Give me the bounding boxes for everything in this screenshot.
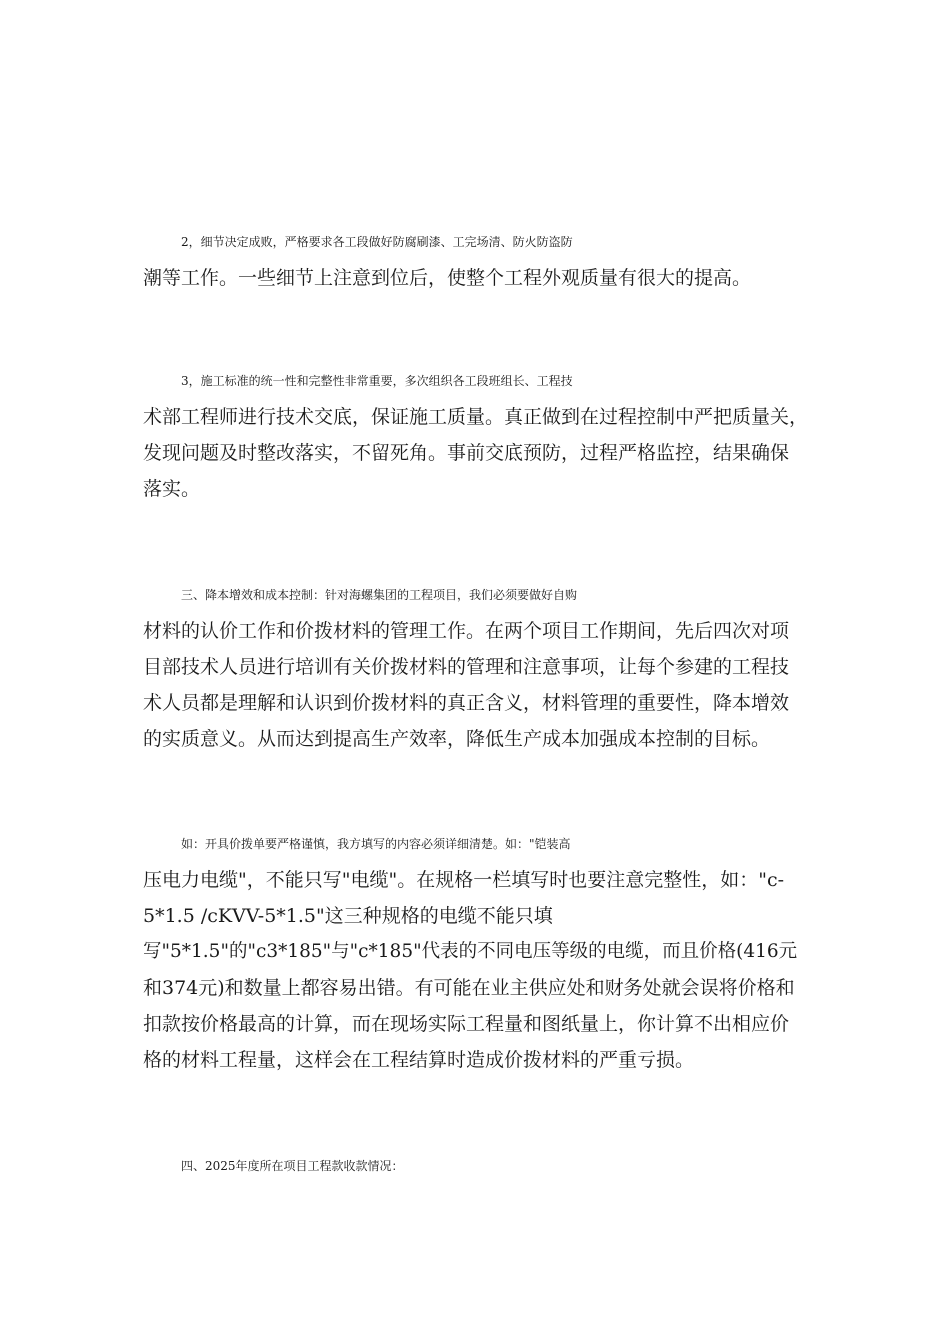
text-line: 材料的认价工作和价拨材料的管理工作。在两个项目工作期间，先后四次对项 [143,620,790,642]
paragraph-construction-standards [143,363,807,507]
paragraph-detail-quality [143,224,807,296]
text-line: 2，细节决定成败，严格要求各工段做好防腐刷漆、工完场清、防火防盗防 [181,235,573,249]
text-line: 的实质意义。从而达到提高生产效率，降低生产成本加强成本控制的目标。 [143,728,771,750]
text-line: 四、2025年度所在项目工程款收款情况： [181,1159,404,1173]
text-line: 写"5*1.5"的"c3*185"与"c*185"代表的不同电压等级的电缆，而且价格(416元 [143,941,798,962]
text-line: 三、降本增效和成本控制：针对海螺集团的工程项目，我们必须要做好自购 [181,588,578,602]
text-line: 潮等工作。一些细节上注意到位后，使整个工程外观质量有很大的提高。 [143,267,752,289]
text-line: 格的材料工程量，这样会在工程结算时造成价拨材料的严重亏损。 [143,1049,695,1071]
text-line: 落实。 [143,478,201,500]
paragraph-price-allocation-example [143,826,807,1078]
text-line: 如：开具价拨单要严格谨慎，我方填写的内容必须详细清楚。如："铠装高 [181,837,571,851]
text-line: 压电力电缆"，不能只写"电缆"。在规格一栏填写时也要注意完整性，如："c- [143,869,785,891]
text-line: 扣款按价格最高的计算，而在现场实际工程量和图纸量上，你计算不出相应价 [143,1013,790,1035]
text-line: 3，施工标准的统一性和完整性非常重要，多次组织各工段班组长、工程技 [181,374,573,388]
text-line: 术部工程师进行技术交底，保证施工质量。真正做到在过程控制中严把质量关， [143,406,809,428]
text-line: 目部技术人员进行培训有关价拨材料的管理和注意事项，让每个参建的工程技 [143,656,790,678]
text-line: 5*1.5 /cKVV-5*1.5"这三种规格的电缆不能只填 [143,905,553,927]
text-line: 和374元)和数量上都容易出错。有可能在业主供应处和财务处就会误将价格和 [143,977,795,999]
text-line: 发现问题及时整改落实，不留死角。事前交底预防，过程严格监控，结果确保 [143,442,790,464]
text-line: 术人员都是理解和认识到价拨材料的真正含义，材料管理的重要性，降本增效 [143,692,790,714]
section-heading-payment-collection [143,1148,807,1184]
paragraph-cost-control [143,577,807,757]
